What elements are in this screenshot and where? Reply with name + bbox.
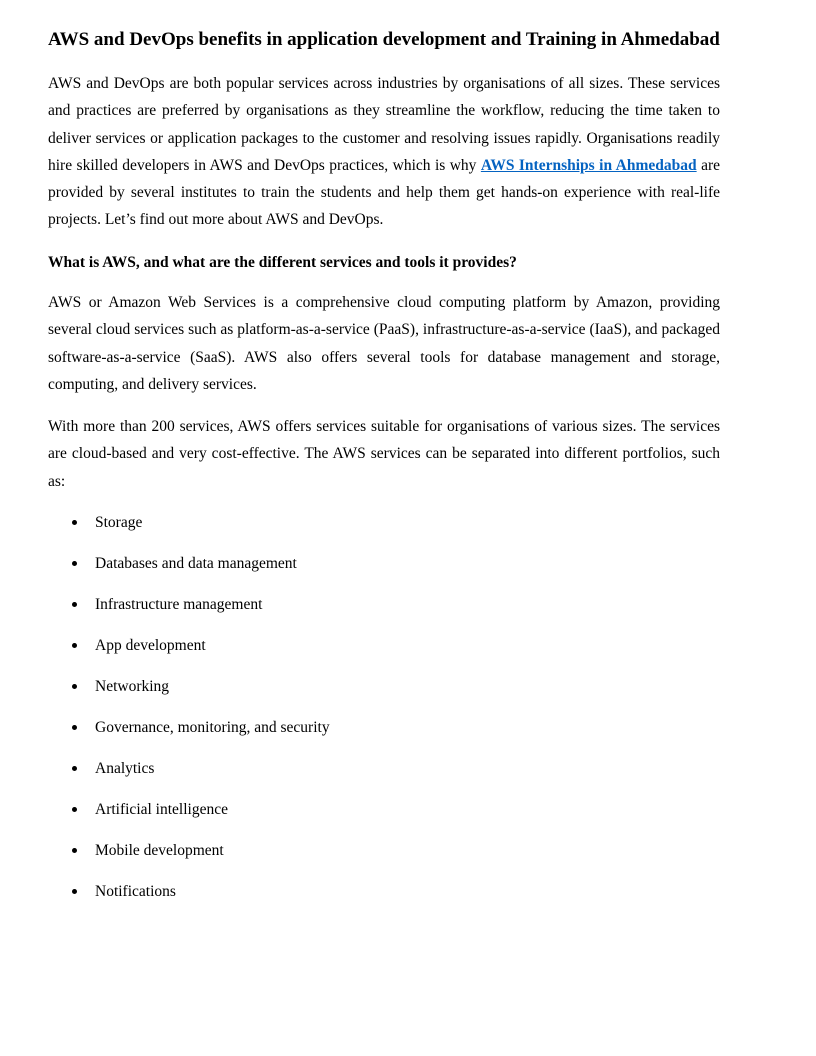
aws-internships-link[interactable]: AWS Internships in Ahmedabad [480,156,697,174]
bullet-icon [72,684,77,689]
list-item-label: Networking [95,678,170,695]
list-item [48,714,330,755]
list-item-label: Storage [95,514,143,531]
list-item-label: Notifications [95,883,176,900]
list-item-label: Analytics [95,760,155,777]
bullet-icon [72,643,77,648]
list-item [48,591,330,632]
list-item [48,550,330,591]
bullet-icon [72,602,77,607]
list-item [48,673,330,714]
bullet-icon [72,848,77,853]
aws-description-paragraph: AWS or Amazon Web Services is a comprehensive cloud computing platform by Amazon, providing several cloud services such as platform-as-a-service (PaaS), infrastructure-as-a-service (IaaS), and packaged software-as-a-service (SaaS). AWS also offers several tools for database management and storage, computing, and delivery services. [48,294,720,393]
list-item-label: Artificial intelligence [95,801,228,818]
list-item [48,837,330,878]
list-item [48,796,330,837]
aws-services-paragraph: With more than 200 services, AWS offers services suitable for organisations of various sizes. The services are cloud-based and very cost-effective. The AWS services can be separated into different portfolios, such as: [48,418,720,490]
bullet-icon [72,725,77,730]
list-item [48,632,330,673]
list-item-label: Mobile development [95,842,224,859]
bullet-icon [72,889,77,894]
list-item [48,755,330,796]
intro-text-after-link: are provided by several institutes to train the students and help them get hands-on experience with real-life projects. Let’s find out more about AWS and DevOps. [48,156,720,229]
bullet-icon [72,766,77,771]
intro-text-before-link: AWS and DevOps are both popular services across industries by organisations of all sizes. These services and practices are preferred by organisations as they streamline the workflow, reducing the time taken to deliver services or application packages to the customer and resolving issues rapidly. Organisations readily hire skilled developers in AWS and DevOps practices, which is why [48,75,720,174]
portfolio-list [48,509,330,919]
document-title: AWS and DevOps benefits in application development and Training in Ahmedabad [48,29,720,50]
section-heading: What is AWS, and what are the different services and tools it provides? [48,254,517,271]
list-item [48,878,330,919]
list-item-label: Governance, monitoring, and security [95,719,330,736]
list-item [48,509,330,550]
bullet-icon [72,807,77,812]
list-item-label: Databases and data management [95,555,297,572]
intro-paragraph [48,70,720,234]
list-item-label: App development [95,637,206,654]
list-item-label: Infrastructure management [95,596,263,613]
bullet-icon [72,561,77,566]
bullet-icon [72,520,77,525]
